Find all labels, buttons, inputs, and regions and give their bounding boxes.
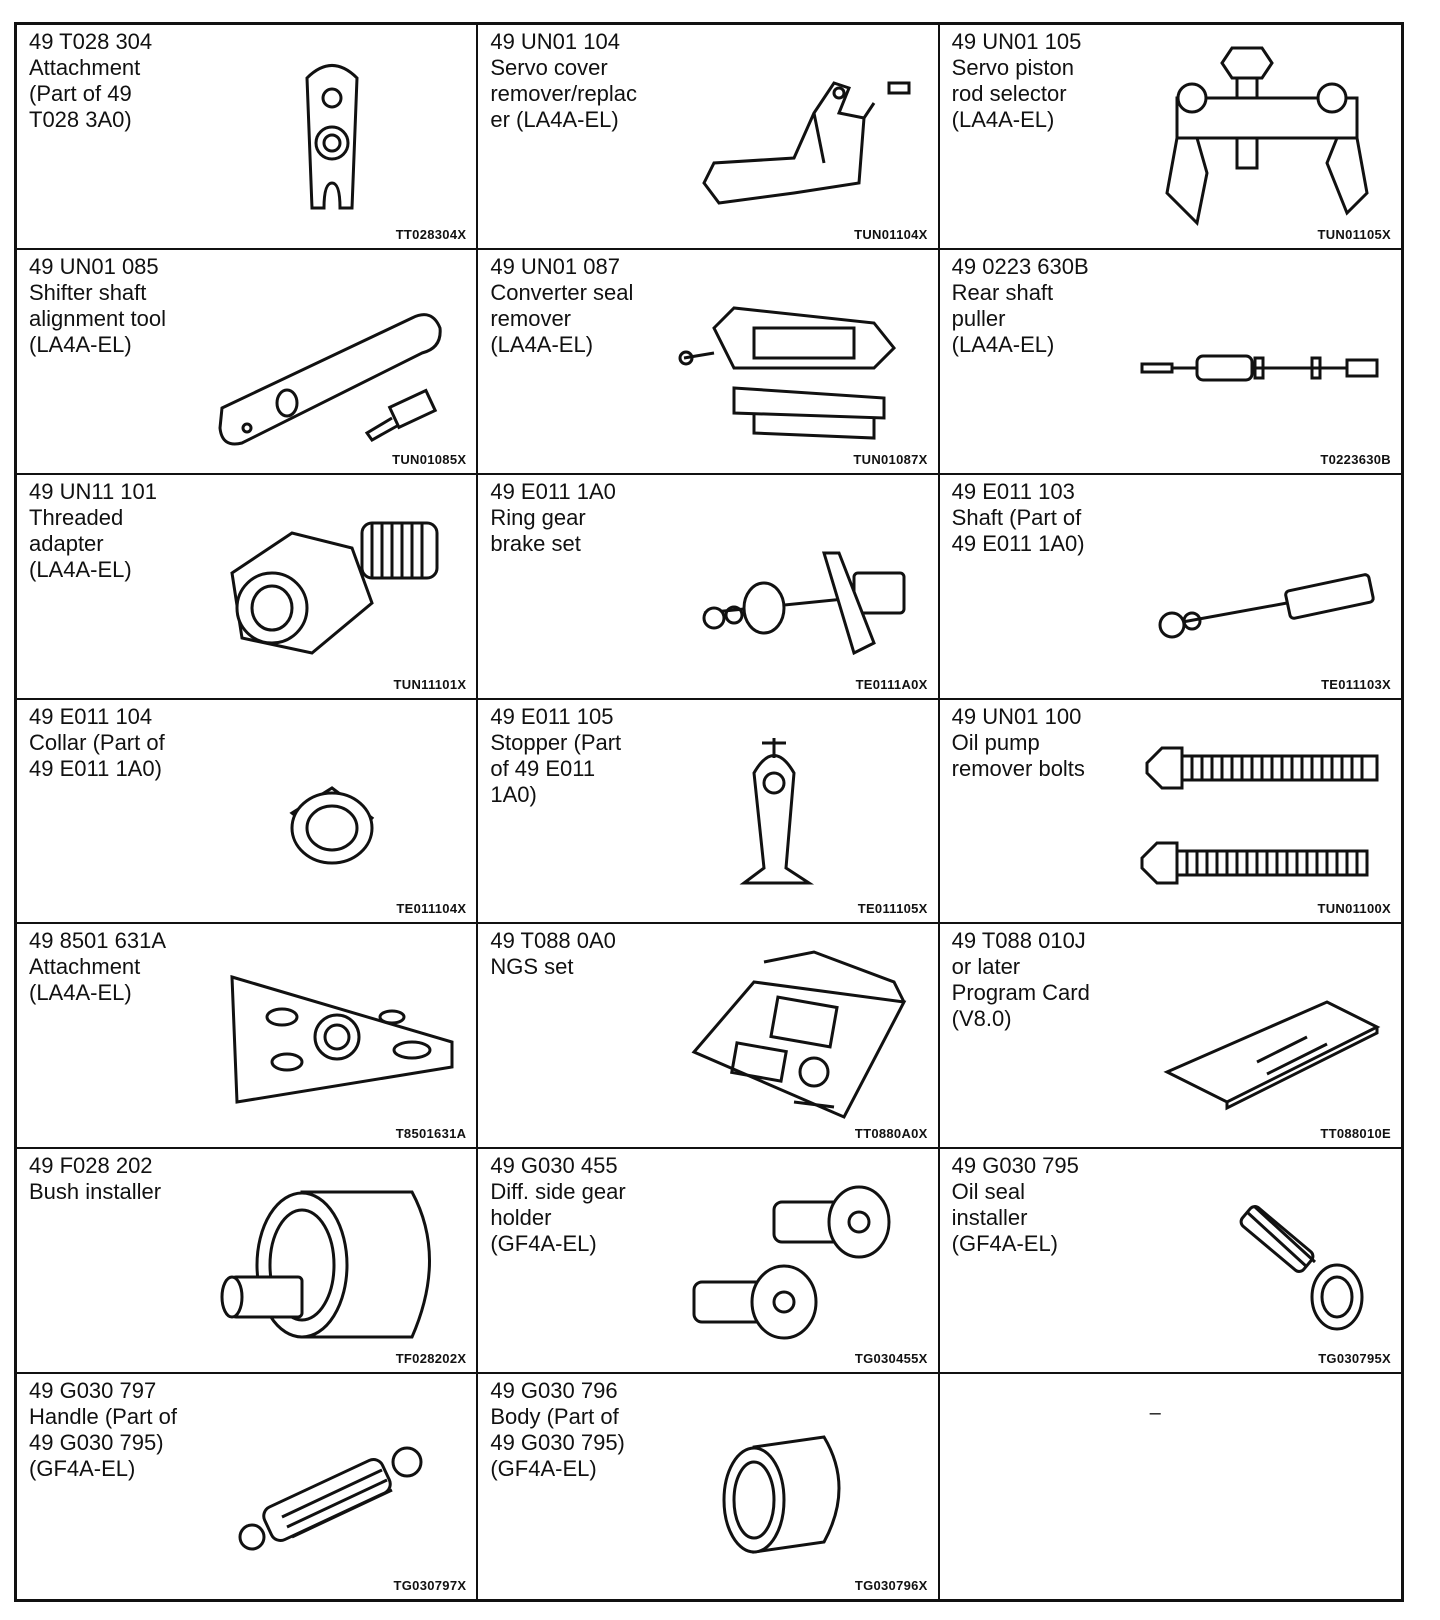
image-code: TUN11101X	[393, 676, 467, 692]
tool-description: Ring gear brake set	[490, 504, 586, 556]
part-number: 49 E011 1A0	[490, 478, 616, 504]
tool-cell	[17, 250, 478, 475]
tool-description: Collar (Part of 49 E011 1A0)	[29, 729, 165, 781]
image-code: TG030797X	[393, 1578, 467, 1593]
program-card-icon	[1137, 942, 1387, 1127]
shaft-icon	[1137, 493, 1387, 678]
part-number: 49 UN01 105	[951, 29, 1082, 54]
threaded-adapter-icon	[212, 493, 462, 678]
tool-cell	[940, 1149, 1401, 1374]
attachment-plate-icon	[212, 43, 462, 228]
part-number: 49 UN01 087	[490, 253, 620, 279]
part-number: 49 G030 455	[490, 1153, 618, 1179]
tool-cell	[478, 25, 939, 250]
part-number: 49 G030 796	[490, 1378, 618, 1404]
servo-cover-remover-icon	[674, 43, 924, 228]
special-tools-table	[14, 22, 1404, 1602]
tool-description: Diff. side gear holder (GF4A-EL)	[490, 1179, 626, 1257]
image-code: TE011104X	[396, 901, 467, 917]
tool-description: Oil pump remover bolts	[951, 729, 1085, 781]
part-number: 49 G030 797	[29, 1378, 157, 1404]
image-code: TT028304X	[395, 226, 467, 242]
image-code: TUN01087X	[853, 451, 928, 467]
empty-cell-mark: –	[1149, 1402, 1161, 1425]
part-number: 49 UN11 101	[29, 478, 158, 504]
gear-holder-icon	[674, 1167, 924, 1352]
part-number: 49 T088 0A0	[490, 928, 616, 954]
tool-cell	[940, 475, 1401, 700]
tool-cell	[478, 924, 939, 1149]
tool-description: Shaft (Part of 49 E011 1A0)	[951, 504, 1085, 556]
image-code: T0223630B	[1320, 451, 1391, 467]
part-number: 49 UN01 100	[951, 703, 1082, 729]
part-number: 49 UN01 085	[29, 253, 159, 279]
image-code: TG030795X	[1318, 1351, 1391, 1367]
empty-cell	[940, 1374, 1401, 1599]
part-number: 49 F028 202	[29, 1153, 153, 1179]
image-code: T8501631A	[395, 1126, 467, 1142]
ngs-case-icon	[674, 942, 924, 1127]
tool-cell	[478, 475, 939, 700]
seal-remover-icon	[674, 268, 924, 453]
part-number: 49 E011 103	[951, 478, 1075, 504]
image-code: TF028202X	[395, 1351, 467, 1367]
part-number: 49 E011 104	[29, 703, 153, 729]
tool-cell	[940, 250, 1401, 475]
image-code: TT0880A0X	[854, 1126, 928, 1142]
tool-cell	[940, 25, 1401, 250]
tool-cell	[17, 924, 478, 1149]
tool-description: Converter seal remover (LA4A-EL)	[490, 279, 634, 357]
handle-icon	[212, 1392, 462, 1577]
alignment-tool-icon	[212, 268, 462, 453]
part-number: 49 0223 630B	[951, 253, 1089, 279]
tool-description: Shifter shaft alignment tool (LA4A-EL)	[29, 279, 166, 357]
part-number: 49 T088 010J	[951, 928, 1086, 954]
bolts-icon	[1137, 718, 1387, 903]
collar-icon	[212, 718, 462, 903]
tool-description: Handle (Part of 49 G030 795) (GF4A-EL)	[29, 1404, 177, 1482]
shaft-puller-icon	[1137, 268, 1387, 453]
tool-description: Attachment (Part of 49 T028 3A0)	[29, 55, 141, 132]
image-code: TG030455X	[854, 1351, 928, 1367]
tool-cell	[478, 250, 939, 475]
seal-installer-icon	[1137, 1167, 1387, 1352]
tool-description: Threaded adapter (LA4A-EL)	[29, 504, 132, 582]
part-number: 49 T028 304	[29, 29, 153, 54]
tool-description: Servo cover remover/replac er (LA4A-EL)	[490, 55, 638, 132]
tool-cell	[940, 924, 1401, 1149]
image-code: TUN01104X	[854, 226, 928, 242]
tool-cell	[940, 700, 1401, 925]
tool-cell	[478, 1374, 939, 1599]
part-number: 49 G030 795	[951, 1153, 1079, 1179]
tool-description: Bush installer	[29, 1179, 162, 1205]
triangular-plate-icon	[212, 942, 462, 1127]
tool-cell	[478, 700, 939, 925]
tool-description: or later Program Card (V8.0)	[951, 954, 1090, 1032]
part-number: 49 UN01 104	[490, 29, 620, 54]
tool-cell	[17, 700, 478, 925]
tool-description: Oil seal installer (GF4A-EL)	[951, 1179, 1059, 1257]
image-code: TG030796X	[854, 1578, 928, 1593]
tool-description: Servo piston rod selector (LA4A-EL)	[951, 55, 1074, 132]
image-code: TUN01085X	[392, 451, 467, 467]
image-code: TE0111A0X	[855, 676, 928, 692]
tool-cell	[17, 1149, 478, 1374]
image-code: TE011103X	[1321, 676, 1391, 692]
part-number: 49 8501 631A	[29, 928, 167, 954]
image-code: TUN01105X	[1317, 226, 1391, 242]
bush-installer-icon	[212, 1167, 462, 1352]
image-code: TUN01100X	[1317, 901, 1391, 917]
tool-description: Body (Part of 49 G030 795) (GF4A-EL)	[490, 1404, 625, 1482]
part-number: 49 E011 105	[490, 703, 614, 729]
ring-gear-brake-icon	[674, 493, 924, 678]
tool-description: NGS set	[490, 954, 574, 980]
image-code: TE011105X	[857, 901, 928, 917]
puller-icon	[1137, 43, 1387, 228]
tool-description: Attachment (LA4A-EL)	[29, 954, 141, 1006]
stopper-icon	[674, 718, 924, 903]
image-code: TT088010E	[1320, 1126, 1391, 1142]
tool-description: Rear shaft puller (LA4A-EL)	[951, 279, 1055, 357]
tool-cell	[17, 25, 478, 250]
tool-description: Stopper (Part of 49 E011 1A0)	[490, 729, 622, 807]
seal-body-icon	[674, 1392, 924, 1577]
tool-cell	[17, 475, 478, 700]
tool-cell	[17, 1374, 478, 1599]
tool-cell	[478, 1149, 939, 1374]
